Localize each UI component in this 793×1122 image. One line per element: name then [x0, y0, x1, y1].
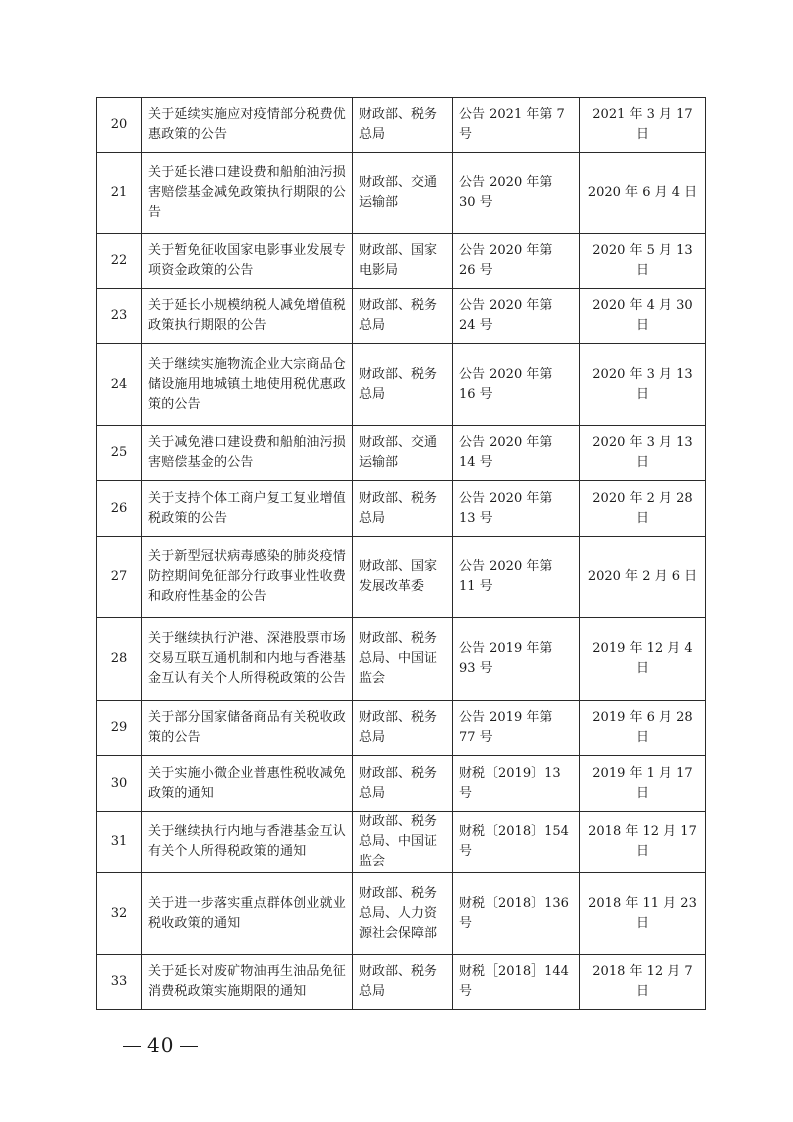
document-number: 财税［2018］144 号: [453, 955, 580, 1010]
document-number: 财税〔2019〕13 号: [453, 756, 580, 812]
policy-title: 关于继续执行内地与香港基金互认有关个人所得税政策的通知: [142, 812, 353, 873]
table-row: [97, 618, 706, 701]
document-number: 公告 2021 年第 7 号: [453, 98, 580, 153]
row-number: 33: [97, 955, 142, 1010]
policy-title: 关于延长港口建设费和船舶油污损害赔偿基金减免政策执行期限的公告: [142, 153, 353, 234]
issue-date: 2021 年 3 月 17 日: [580, 98, 706, 153]
policy-title: 关于继续执行沪港、深港股票市场交易互联互通机制和内地与香港基金互认有关个人所得税政策的公告: [142, 618, 353, 701]
issue-date: 2020 年 6 月 4 日: [580, 153, 706, 234]
issuing-department: 财政部、交通运输部: [353, 153, 453, 234]
issue-date: 2018 年 12 月 17 日: [580, 812, 706, 873]
policy-table: [96, 97, 706, 1010]
issuing-department: 财政部、国家电影局: [353, 234, 453, 289]
policy-title: 关于进一步落实重点群体创业就业税收政策的通知: [142, 873, 353, 955]
row-number: 23: [97, 289, 142, 344]
policy-title: 关于实施小微企业普惠性税收减免政策的通知: [142, 756, 353, 812]
policy-title: 关于继续实施物流企业大宗商品仓储设施用地城镇土地使用税优惠政策的公告: [142, 344, 353, 426]
issuing-department: 财政部、税务总局: [353, 344, 453, 426]
policy-title: 关于新型冠状病毒感染的肺炎疫情防控期间免征部分行政事业性收费和政府性基金的公告: [142, 537, 353, 618]
issuing-department: 财政部、税务总局、中国证监会: [353, 618, 453, 701]
issuing-department: 财政部、交通运输部: [353, 426, 453, 481]
row-number: 22: [97, 234, 142, 289]
document-number: 公告 2020 年第 30 号: [453, 153, 580, 234]
table-row: [97, 153, 706, 234]
issue-date: 2019 年 6 月 28 日: [580, 701, 706, 756]
policy-title: 关于暂免征收国家电影事业发展专项资金政策的公告: [142, 234, 353, 289]
issuing-department: 财政部、税务总局: [353, 481, 453, 537]
policy-title: 关于减免港口建设费和船舶油污损害赔偿基金的公告: [142, 426, 353, 481]
document-number: 公告 2019 年第 93 号: [453, 618, 580, 701]
document-number: 公告 2020 年第 16 号: [453, 344, 580, 426]
issue-date: 2020 年 3 月 13 日: [580, 344, 706, 426]
issuing-department: 财政部、税务总局、中国证监会: [353, 812, 453, 873]
issue-date: 2018 年 12 月 7 日: [580, 955, 706, 1010]
issue-date: 2019 年 12 月 4 日: [580, 618, 706, 701]
row-number: 26: [97, 481, 142, 537]
right-dash: [180, 1046, 198, 1047]
row-number: 32: [97, 873, 142, 955]
table-row: [97, 955, 706, 1010]
issue-date: 2020 年 3 月 13 日: [580, 426, 706, 481]
table-row: [97, 756, 706, 812]
row-number: 29: [97, 701, 142, 756]
table-row: [97, 426, 706, 481]
document-number: 公告 2020 年第 13 号: [453, 481, 580, 537]
table-row: [97, 344, 706, 426]
left-dash: [123, 1046, 141, 1047]
policy-title: 关于延长小规模纳税人减免增值税政策执行期限的公告: [142, 289, 353, 344]
row-number: 30: [97, 756, 142, 812]
row-number: 21: [97, 153, 142, 234]
document-number: 公告 2020 年第 14 号: [453, 426, 580, 481]
document-number: 公告 2020 年第 26 号: [453, 234, 580, 289]
row-number: 27: [97, 537, 142, 618]
table-row: [97, 481, 706, 537]
table-row: [97, 812, 706, 873]
issue-date: 2019 年 1 月 17 日: [580, 756, 706, 812]
row-number: 20: [97, 98, 142, 153]
issuing-department: 财政部、税务总局、人力资源社会保障部: [353, 873, 453, 955]
issuing-department: 财政部、税务总局: [353, 756, 453, 812]
row-number: 28: [97, 618, 142, 701]
issuing-department: 财政部、税务总局: [353, 955, 453, 1010]
issuing-department: 财政部、税务总局: [353, 98, 453, 153]
table-row: [97, 98, 706, 153]
page-number: 40: [147, 1033, 175, 1057]
policy-title: 关于延长对废矿物油再生油品免征消费税政策实施期限的通知: [142, 955, 353, 1010]
policy-title: 关于延续实施应对疫情部分税费优惠政策的公告: [142, 98, 353, 153]
issue-date: 2020 年 4 月 30 日: [580, 289, 706, 344]
table-row: [97, 234, 706, 289]
document-number: 财税〔2018〕136 号: [453, 873, 580, 955]
table-row: [97, 873, 706, 955]
page-number-footer: [117, 1033, 204, 1057]
issue-date: 2018 年 11 月 23 日: [580, 873, 706, 955]
document-number: 公告 2020 年第 24 号: [453, 289, 580, 344]
issuing-department: 财政部、税务总局: [353, 289, 453, 344]
issue-date: 2020 年 2 月 28 日: [580, 481, 706, 537]
policy-title: 关于支持个体工商户复工复业增值税政策的公告: [142, 481, 353, 537]
issuing-department: 财政部、税务总局: [353, 701, 453, 756]
document-number: 公告 2020 年第 11 号: [453, 537, 580, 618]
table-row: [97, 537, 706, 618]
document-number: 财税〔2018〕154 号: [453, 812, 580, 873]
policy-title: 关于部分国家储备商品有关税收政策的公告: [142, 701, 353, 756]
row-number: 25: [97, 426, 142, 481]
issuing-department: 财政部、国家发展改革委: [353, 537, 453, 618]
issue-date: 2020 年 2 月 6 日: [580, 537, 706, 618]
row-number: 24: [97, 344, 142, 426]
document-number: 公告 2019 年第 77 号: [453, 701, 580, 756]
table-row: [97, 289, 706, 344]
issue-date: 2020 年 5 月 13 日: [580, 234, 706, 289]
row-number: 31: [97, 812, 142, 873]
table-row: [97, 701, 706, 756]
